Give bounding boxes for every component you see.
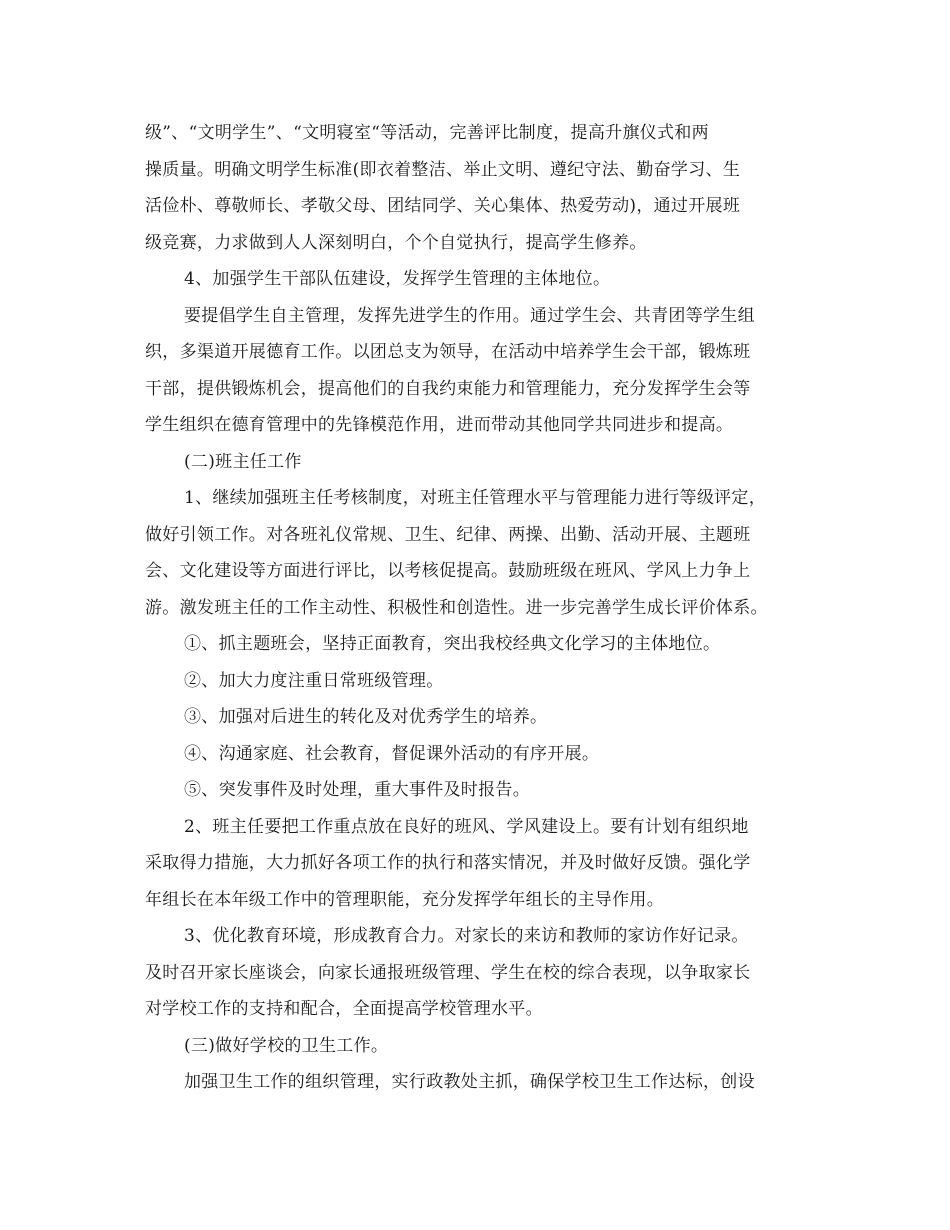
- text-line: 做好引领工作。对各班礼仪常规、卫生、纪律、两操、出勤、活动开展、主题班: [145, 524, 751, 545]
- text-line: 游。激发班主任的工作主动性、积极性和创造性。进一步完善学生成长评价体系。: [145, 597, 768, 618]
- list-item: ⑤、突发事件及时处理，重大事件及时报告。: [184, 780, 530, 800]
- text-line: 级竞赛，力求做到人人深刻明白，个个自觉执行，提高学生修养。: [145, 232, 647, 253]
- list-item: ④、沟通家庭、社会教育，督促课外活动的有序开展。: [184, 743, 600, 764]
- text-line: 织，多渠道开展德育工作。以团总支为领导，在活动中培养学生会干部，锻炼班: [145, 342, 751, 362]
- text-line: 会、文化建设等方面进行评比，以考核促提高。鼓励班级在班风、学风上力争上: [145, 561, 751, 581]
- text-line: 及时召开家长座谈会，向家长通报班级管理、学生在校的综合表现，以争取家长: [145, 962, 751, 983]
- section-heading: 4、加强学生干部队伍建设，发挥学生管理的主体地位。: [184, 269, 611, 289]
- text-line: 加强卫生工作的组织管理，实行政教处主抓，确保学校卫生工作达标，创设: [184, 1072, 755, 1092]
- text-line: 要提倡学生自主管理，发挥先进学生的作用。通过学生会、共青团等学生组: [184, 305, 755, 326]
- section-heading: (二)班主任工作: [184, 451, 302, 472]
- text-line: 级”、“文明学生”、“文明寝室“等活动，完善评比制度，提高升旗仪式和两: [145, 123, 709, 143]
- text-line: 活俭朴、尊敬师长、孝敬父母、团结同学、关心集体、热爱劳动)，通过开展班: [145, 196, 741, 216]
- section-heading: (三)做好学校的卫生工作。: [184, 1035, 389, 1056]
- text-line: 干部，提供锻炼机会，提高他们的自我约束能力和管理能力，充分发挥学生会等: [145, 378, 751, 399]
- text-line: 年组长在本年级工作中的管理职能，充分发挥学年组长的主导作用。: [145, 889, 664, 910]
- text-line: 1、继续加强班主任考核制度，对班主任管理水平与管理能力进行等级评定，: [184, 488, 767, 508]
- text-line: 学生组织在德育管理中的先锋模范作用，进而带动其他同学共同进步和提高。: [145, 415, 734, 435]
- text-line: 对学校工作的支持和配合，全面提高学校管理水平。: [145, 999, 543, 1019]
- text-line: 操质量。明确文明学生标准(即衣着整洁、举止文明、遵纪守法、勤奋学习、生: [145, 159, 741, 180]
- list-item: ③、加强对后进生的转化及对优秀学生的培养。: [184, 707, 548, 727]
- text-line: 3、优化教育环境，形成教育合力。对家长的来访和教师的家访作好记录。: [184, 926, 749, 946]
- text-line: 2、班主任要把工作重点放在良好的班风、学风建设上。要有计划有组织地: [184, 816, 749, 837]
- text-line: 采取得力措施，大力抓好各项工作的执行和落实情况，并及时做好反馈。强化学: [145, 853, 751, 873]
- document-body: [145, 115, 815, 1101]
- list-item: ②、加大力度注重日常班级管理。: [184, 670, 444, 691]
- list-item: ①、抓主题班会，坚持正面教育，突出我校经典文化学习的主体地位。: [184, 634, 721, 654]
